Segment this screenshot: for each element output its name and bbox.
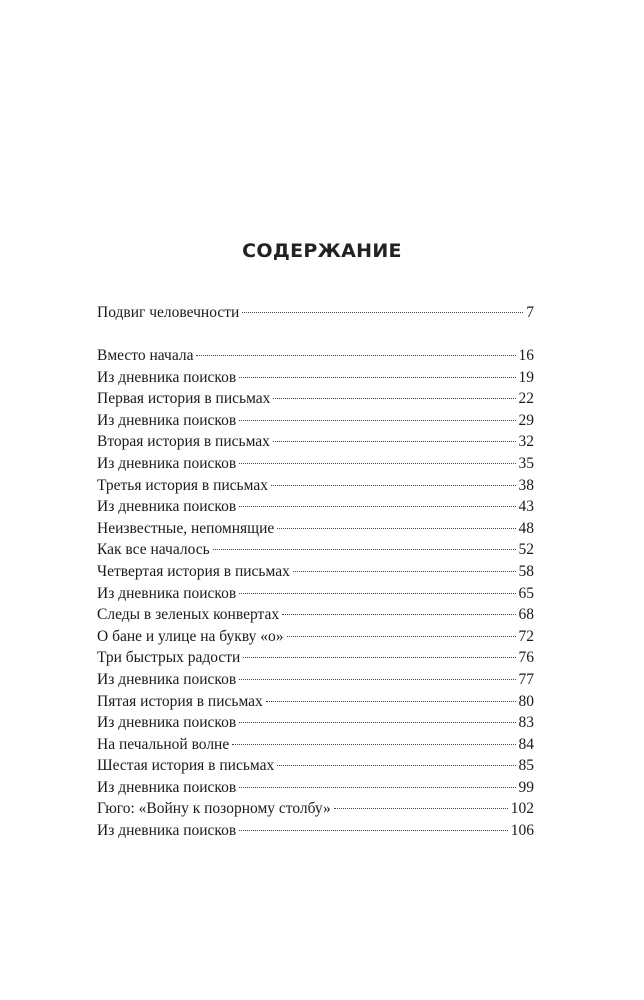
toc-entry-page-number: 38 <box>518 476 534 494</box>
toc-entry <box>97 431 534 453</box>
toc-entry-page-number: 85 <box>518 757 534 775</box>
dot-leader <box>239 722 515 723</box>
toc-entry-page-number: 32 <box>518 433 534 451</box>
toc-main-section <box>97 345 534 842</box>
toc-entry-page-number: 52 <box>518 541 534 559</box>
dot-leader <box>239 593 515 594</box>
toc-entry-title: Подвиг человечности <box>97 304 240 321</box>
toc-entry-page-number: 19 <box>518 368 534 386</box>
toc-entry <box>97 388 534 410</box>
toc-entry <box>97 755 534 777</box>
toc-entry <box>97 604 534 626</box>
toc-entry-page-number: 76 <box>518 649 534 667</box>
dot-leader <box>243 657 515 658</box>
toc-entry <box>97 583 534 605</box>
toc-entry-title: Из дневника поисков <box>97 778 237 796</box>
toc-entry-page-number: 68 <box>518 606 534 624</box>
toc-entry-title: Вместо начала <box>97 347 194 364</box>
toc-entry-title: Из дневника поисков <box>97 670 237 688</box>
toc-entry-page-number: 48 <box>518 519 534 537</box>
toc-entry-title: Из дневника поисков <box>97 584 237 602</box>
toc-entry-title: Следы в зеленых конвертах <box>97 606 280 624</box>
toc-entry-title: Неизвестные, непомнящие <box>97 519 275 537</box>
toc-intro-section <box>97 302 534 324</box>
toc-entry <box>97 734 534 756</box>
toc-entry-page-number: 99 <box>518 778 534 796</box>
toc-entry-title: Как все началось <box>97 541 210 559</box>
toc-entry-page-number: 35 <box>518 454 534 472</box>
toc-entry-page-number: 106 <box>510 822 534 840</box>
dot-leader <box>239 787 515 788</box>
toc-entry <box>97 798 534 820</box>
toc-entry <box>97 712 534 734</box>
toc-entry <box>97 475 534 497</box>
toc-entry-title: Три быстрых радости <box>97 649 241 667</box>
toc-entry-page-number: 58 <box>518 562 534 580</box>
dot-leader <box>239 420 515 421</box>
dot-leader <box>266 701 516 702</box>
dot-leader <box>277 765 515 766</box>
toc-entry-page-number: 102 <box>510 800 534 818</box>
toc-entry <box>97 453 534 475</box>
toc-entry-title: Из дневника поисков <box>97 714 237 732</box>
page-title: СОДЕРЖАНИЕ <box>242 240 402 262</box>
toc-entry <box>97 626 534 648</box>
toc-entry <box>97 647 534 669</box>
toc-entry-page-number: 83 <box>518 714 534 732</box>
toc-entry <box>97 345 534 367</box>
toc-entry <box>97 410 534 432</box>
toc-entry <box>97 496 534 518</box>
toc-entry-page-number: 16 <box>518 347 534 364</box>
toc-entry-page-number: 29 <box>518 411 534 429</box>
dot-leader <box>239 506 515 507</box>
toc-entry-title: На печальной волне <box>97 735 230 753</box>
dot-leader <box>239 830 508 831</box>
toc-entry-title: Гюго: «Войну к позорному столбу» <box>97 800 331 818</box>
dot-leader <box>273 398 515 399</box>
toc-entry-title: Четвертая история в письмах <box>97 562 290 580</box>
toc-entry <box>97 539 534 561</box>
dot-leader <box>271 485 516 486</box>
dot-leader <box>239 377 515 378</box>
toc-entry <box>97 518 534 540</box>
toc-entry-title: Из дневника поисков <box>97 822 237 840</box>
toc-entry-page-number: 43 <box>518 498 534 516</box>
toc-entry-title: О бане и улице на букву «о» <box>97 627 284 645</box>
dot-leader <box>334 808 508 809</box>
dot-leader <box>277 528 515 529</box>
dot-leader <box>239 679 515 680</box>
toc-entry-title: Шестая история в письмах <box>97 757 275 775</box>
toc-entry <box>97 820 534 842</box>
toc-entry-title: Из дневника поисков <box>97 498 237 516</box>
toc-entry-title: Вторая история в письмах <box>97 433 270 451</box>
toc-entry-page-number: 77 <box>518 670 534 688</box>
dot-leader <box>213 549 516 550</box>
dot-leader <box>242 312 523 313</box>
toc-entry <box>97 302 534 324</box>
dot-leader <box>273 441 516 442</box>
toc-entry <box>97 561 534 583</box>
toc-entry-title: Первая история в письмах <box>97 390 271 408</box>
toc-entry <box>97 367 534 389</box>
toc-entry-title: Из дневника поисков <box>97 368 237 386</box>
toc-entry-page-number: 72 <box>518 627 534 645</box>
toc-entry-title: Третья история в письмах <box>97 476 268 494</box>
toc-entry <box>97 777 534 799</box>
dot-leader <box>232 744 515 745</box>
dot-leader <box>287 636 516 637</box>
dot-leader <box>239 463 515 464</box>
toc-entry-title: Пятая история в письмах <box>97 692 263 710</box>
dot-leader <box>293 571 516 572</box>
toc-entry-page-number: 80 <box>518 692 534 710</box>
toc-entry-page-number: 65 <box>518 584 534 602</box>
dot-leader <box>196 355 515 356</box>
toc-entry-page-number: 7 <box>526 304 534 321</box>
toc-entry-page-number: 84 <box>518 735 534 753</box>
toc-entry-title: Из дневника поисков <box>97 454 237 472</box>
dot-leader <box>282 614 515 615</box>
toc-entry <box>97 691 534 713</box>
toc-entry-title: Из дневника поисков <box>97 411 237 429</box>
toc-entry <box>97 669 534 691</box>
toc-entry-page-number: 22 <box>518 390 534 408</box>
